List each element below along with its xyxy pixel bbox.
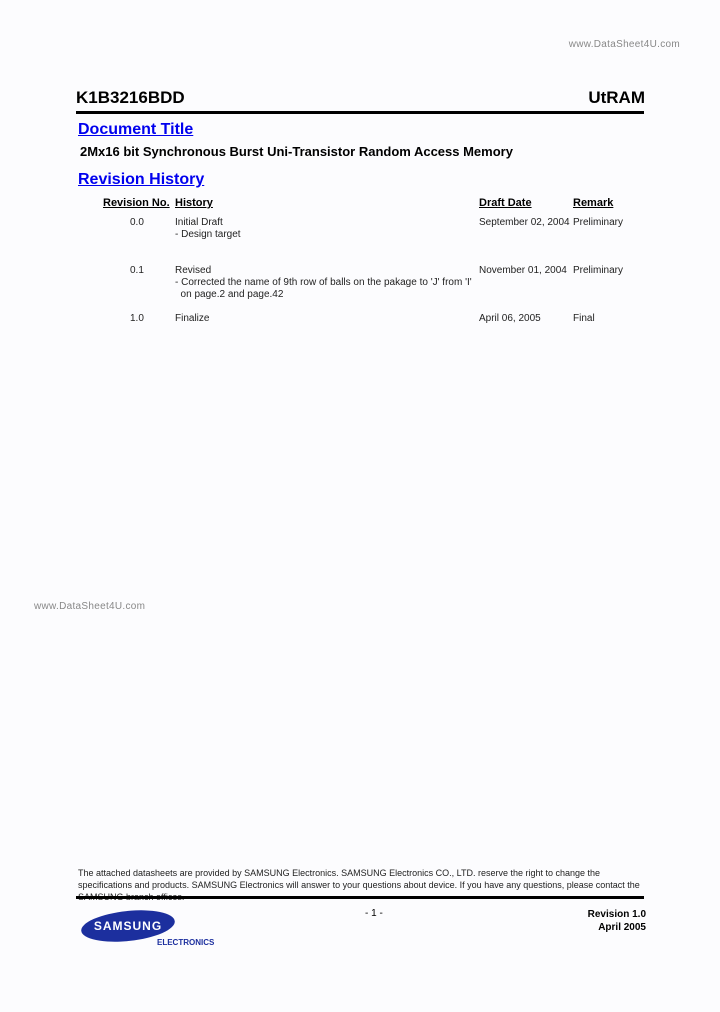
logo-subtext: ELECTRONICS (157, 938, 215, 947)
disclaimer: The attached datasheets are provided by SAMSUNG Electronics. SAMSUNG Electronics CO., LTD. reserve the right to change the specifications and products. SAMSUNG Electronics will answer to your questions about device. If you have any questions, please contact the (78, 868, 640, 890)
header-rule (76, 111, 644, 114)
col-history: History (175, 197, 213, 209)
part-number: K1B3216BDD (76, 88, 185, 107)
draft-date: November 01, 2004 (479, 265, 567, 276)
logo-text: SAMSUNG (93, 919, 163, 933)
revision-label: Revision 1.0 (587, 909, 646, 920)
footer-rule (76, 896, 644, 899)
rev-number: 0.1 (130, 265, 144, 276)
col-revision-no: Revision No. (103, 197, 170, 209)
watermark-mid: www.DataSheet4U.com (34, 601, 146, 612)
history-line: on page.2 and page.42 (175, 289, 284, 300)
history-line: - Corrected the name of 9th row of balls on the pakage to 'J' from 'I' (175, 277, 472, 288)
history-line: Revised (175, 265, 212, 276)
history-line: Initial Draft (175, 217, 223, 228)
draft-date: April 06, 2005 (479, 313, 541, 324)
watermark-top: www.DataSheet4U.com (568, 39, 680, 50)
revision-info (588, 908, 646, 934)
remark: Preliminary (573, 217, 624, 228)
history-line: Finalize (175, 313, 210, 324)
product-name: UtRAM (588, 88, 645, 107)
rev-number: 1.0 (130, 313, 144, 324)
remark: Final (573, 313, 595, 324)
document-title-text: 2Mx16 bit Synchronous Burst Uni-Transistor Random Access Memory (80, 144, 513, 159)
revision-date: April 2005 (598, 922, 646, 933)
revision-history-heading: Revision History (78, 171, 205, 188)
col-remark: Remark (573, 197, 614, 209)
rev-number: 0.0 (130, 217, 144, 228)
history-line: - Design target (175, 229, 241, 240)
col-draft-date: Draft Date (479, 197, 532, 209)
remark: Preliminary (573, 265, 624, 276)
document-title-heading: Document Title (78, 121, 194, 138)
draft-date: September 02, 2004 (479, 217, 570, 228)
page-number: - 1 - (365, 908, 383, 919)
